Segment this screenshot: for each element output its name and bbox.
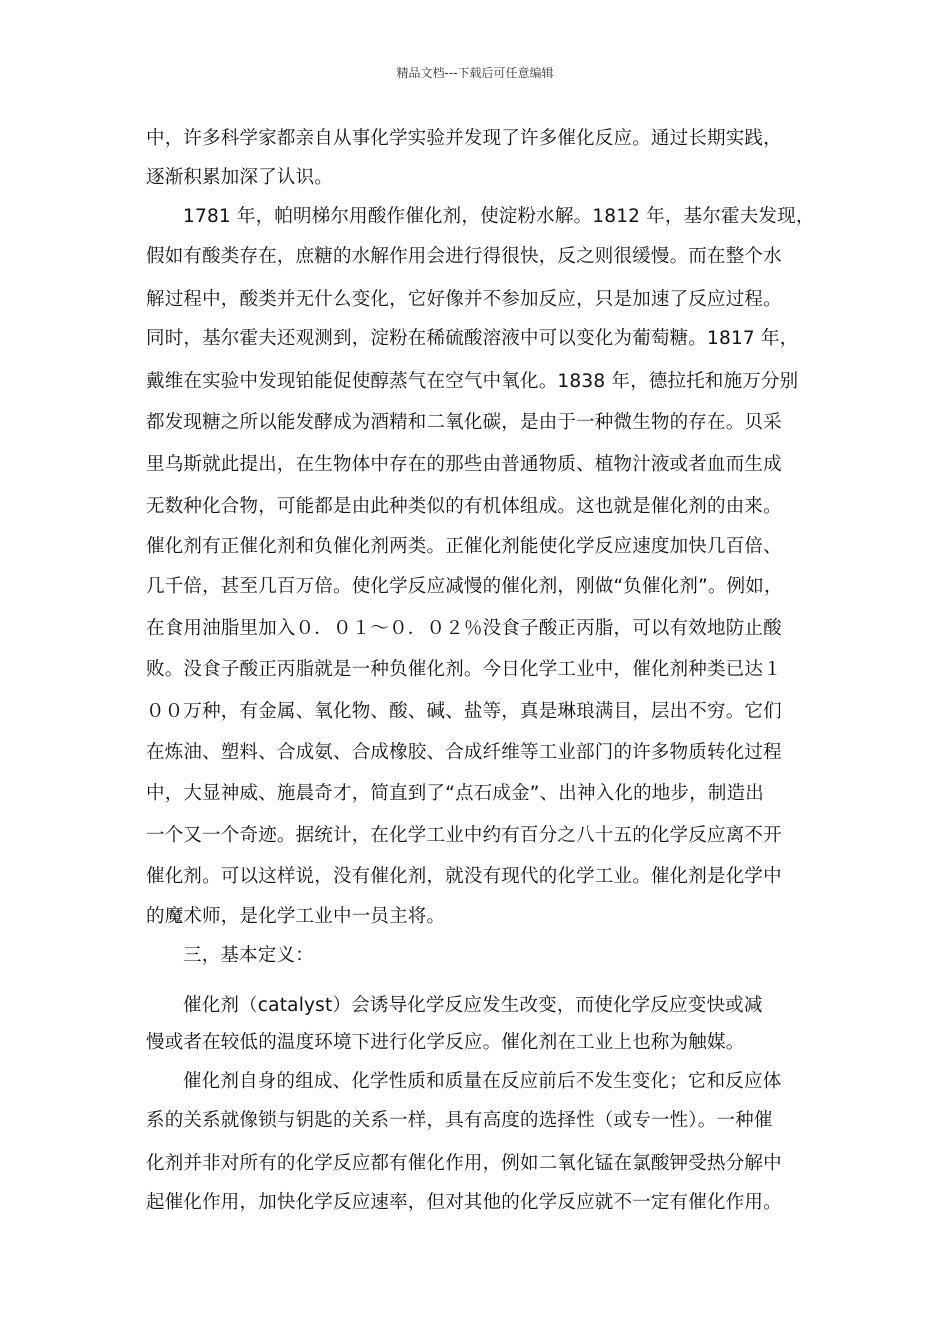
text-line: 系的关系就像锁与钥匙的关系一样，具有高度的选择性（或专一性）。一种催 <box>146 1110 773 1131</box>
text-line: 假如有酸类存在，庶糖的水解作用会进行得很快，反之则很缓慢。而在整个水 <box>146 246 782 267</box>
text-line: 中，大显神威、施晨奇才，简直到了“点石成金”、出神入化的地步，制造出 <box>146 783 764 804</box>
text-line: 戴维在实验中发现铂能促使醇蒸气在空气中氧化。1838 年，德拉托和施万分别 <box>146 371 799 392</box>
text-line: 慢或者在较低的温度环境下进行化学反应。催化剂在工业上也称为触媒。 <box>146 1032 745 1053</box>
text-line: 催化剂（catalyst）会诱导化学反应发生改变，而使化学反应变快或减 <box>183 995 763 1016</box>
text-line: ００万种，有金属、氧化物、酸、碱、盐等，真是琳琅满目，层出不穷。它们 <box>146 701 782 722</box>
text-line: 都发现糖之所以能发酵成为酒精和二氧化碳，是由于一种微生物的存在。贝采 <box>146 412 782 433</box>
text-line: 无数种化合物，可能都是由此种类似的有机体组成。这也就是催化剂的由来。 <box>146 496 782 517</box>
text-line: 解过程中，酸类并无什么变化，它好像并不参加反应，只是加速了反应过程。 <box>146 289 782 310</box>
text-line: 催化剂自身的组成、化学性质和质量在反应前后不发生变化；它和反应体 <box>183 1071 782 1092</box>
text-line: 几千倍，甚至几百万倍。使化学反应减慢的催化剂，刚做“负催化剂”。例如， <box>146 576 783 597</box>
text-line: 在食用油脂里加入０．０１～０．０２％没食子酸正丙脂，可以有效地防止酸 <box>146 618 782 639</box>
text-line: 的魔术师，是化学工业中一员主将。 <box>146 906 446 927</box>
section-heading: 三，基本定义： <box>183 945 314 966</box>
text-line: 里乌斯就此提出，在生物体中存在的那些由普通物质、植物汁液或者血而生成 <box>146 454 782 475</box>
text-line: 中，许多科学家都亲自从事化学实验并发现了许多催化反应。通过长期实践， <box>146 128 782 149</box>
text-line: 催化剂有正催化剂和负催化剂两类。正催化剂能使化学反应速度加快几百倍、 <box>146 536 782 557</box>
text-line: 起催化作用，加快化学反应速率，但对其他的化学反应就不一定有催化作用。 <box>146 1192 782 1213</box>
page-header: 精品文档---下载后可任意编辑 <box>396 66 554 80</box>
text-line: 一个又一个奇迹。据统计，在化学工业中约有百分之八十五的化学反应离不开 <box>146 825 782 846</box>
text-line: 同时，基尔霍夫还观测到，淀粉在稀硫酸溶液中可以变化为葡萄糖。1817 年， <box>146 328 799 349</box>
text-line: 1781 年，帕明梯尔用酸作催化剂，使淀粉水解。1812 年，基尔霍夫发现， <box>183 206 815 227</box>
text-line: 逐渐积累加深了认识。 <box>146 167 334 188</box>
text-line: 败。没食子酸正丙脂就是一种负催化剂。今日化学工业中，催化剂种类已达１ <box>146 659 782 680</box>
text-line: 在炼油、塑料、合成氨、合成橡胶、合成纤维等工业部门的许多物质转化过程 <box>146 742 782 763</box>
text-line: 催化剂。可以这样说，没有催化剂，就没有现代的化学工业。催化剂是化学中 <box>146 866 782 887</box>
text-line: 化剂并非对所有的化学反应都有催化作用，例如二氧化锰在氯酸钾受热分解中 <box>146 1153 782 1174</box>
